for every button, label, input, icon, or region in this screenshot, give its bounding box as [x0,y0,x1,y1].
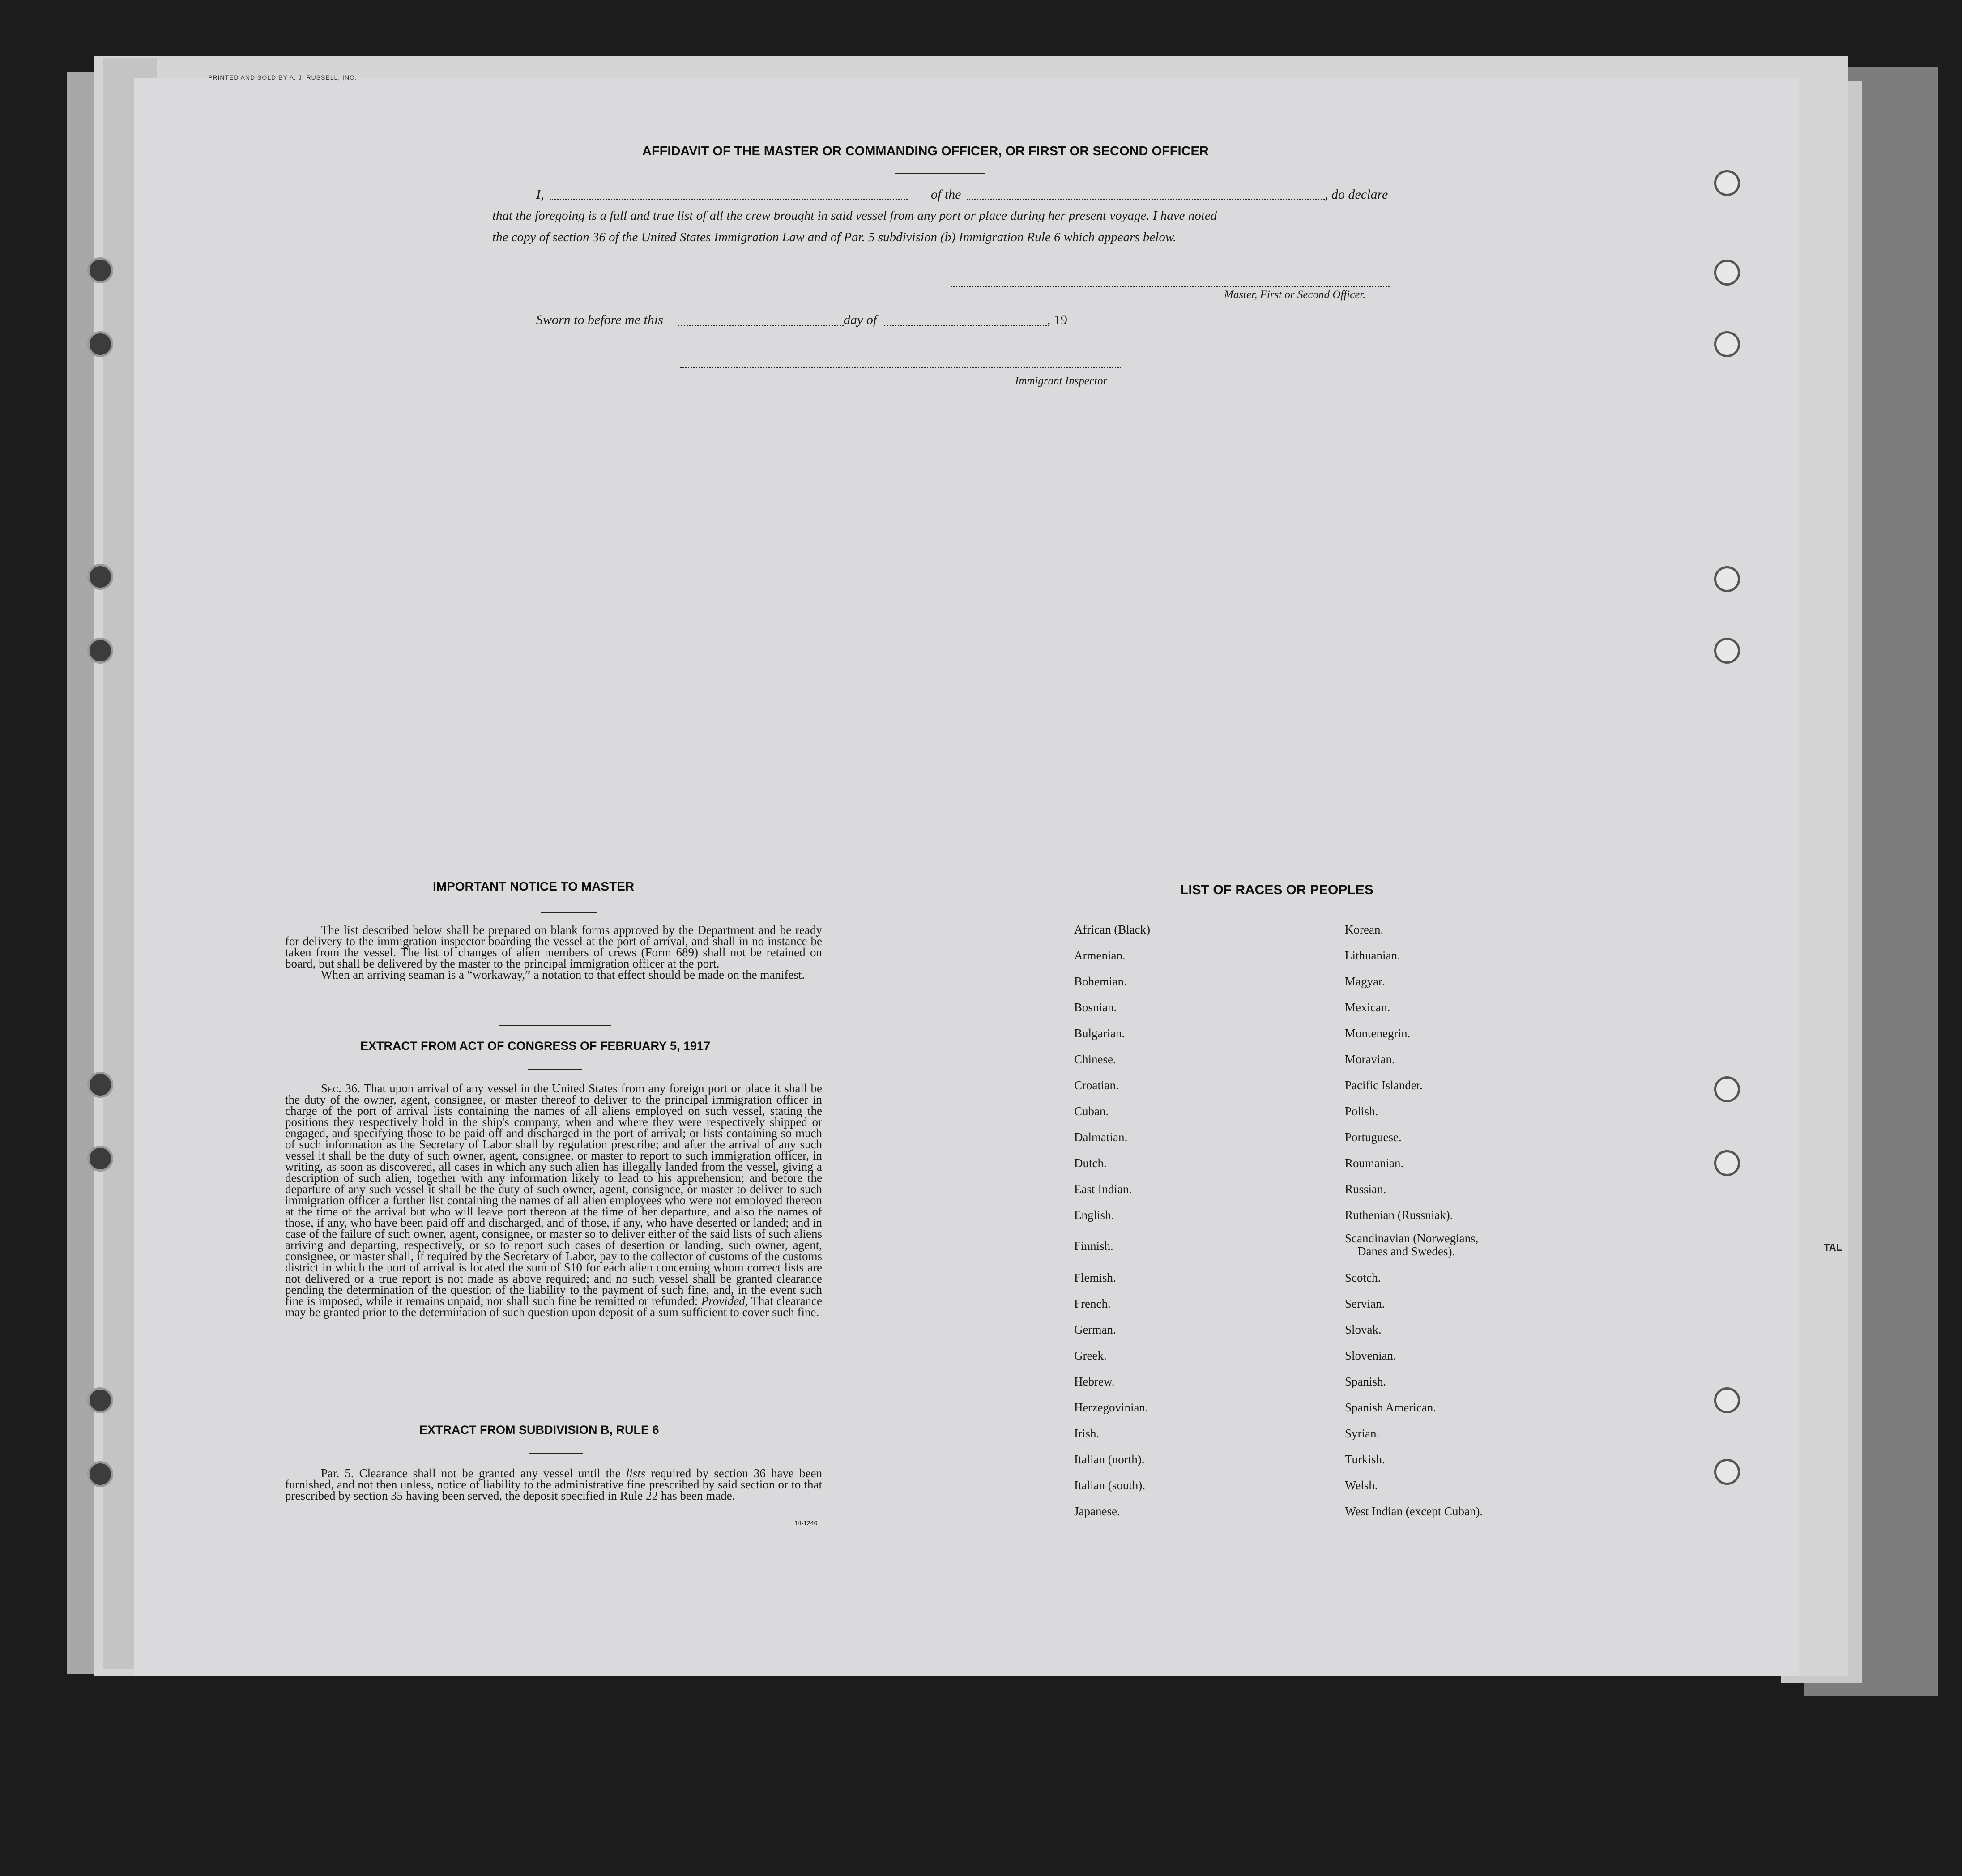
binder-hole [87,1072,113,1098]
races-title: LIST OF RACES OR PEOPLES [1180,883,1373,897]
race-item: Korean. [1345,923,1384,936]
rule-extract-title: EXTRACT FROM SUBDIVISION B, RULE 6 [419,1423,659,1437]
race-item: Slovenian. [1345,1349,1396,1362]
act-extract-title: EXTRACT FROM ACT OF CONGRESS OF FEBRUARY 5, 1917 [360,1039,711,1053]
margin-note: TAL [1824,1242,1843,1253]
form-number: 14-1240 [794,1519,818,1526]
affidavit-line-2: that the foregoing is a full and true list of all the crew brought in said vessel from any port or place during her present voyage. I have noted [492,209,1217,223]
rule-body-a: Par. 5. Clearance shall not be granted any vessel until the [321,1467,621,1480]
race-item: Ruthenian (Russniak). [1345,1208,1453,1222]
race-item: Pacific Islander. [1345,1079,1423,1092]
notice-title: IMPORTANT NOTICE TO MASTER [433,879,635,893]
race-item: Turkish. [1345,1453,1385,1466]
binder-hole [1714,1076,1740,1102]
printer-imprint: PRINTED AND SOLD BY A. J. RUSSELL, INC. [208,74,357,81]
rule-underline [529,1453,583,1454]
race-item: Greek. [1074,1349,1107,1362]
binder-hole [87,331,113,357]
master-caption: Master, First or Second Officer. [1224,289,1366,301]
race-item: Russian. [1345,1182,1386,1196]
race-item: Croatian. [1074,1079,1119,1092]
binder-hole [1714,260,1740,286]
inspector-signature-line [680,367,1121,368]
binder-hole [1714,1459,1740,1485]
sworn-prefix: Sworn to before me this [536,312,663,327]
sworn-year: , 19 [1047,312,1067,327]
race-item: Cuban. [1074,1104,1109,1118]
affidavit-of-the: of the [931,187,961,202]
binder-hole [87,564,113,590]
race-item: German. [1074,1323,1116,1336]
sec-label: Sec. 36. [321,1082,360,1095]
race-item: Spanish. [1345,1375,1386,1388]
lists-word: lists [626,1467,646,1480]
binder-hole [87,1146,113,1172]
binder-hole [87,257,113,283]
race-item: Hebrew. [1074,1375,1115,1388]
race-item: English. [1074,1208,1114,1222]
race-item: Moravian. [1345,1053,1395,1066]
act-body-b: That clearance may be granted prior to the determination of such question upon deposit of a sum sufficient to cover such fine. [285,1294,823,1319]
race-item: Magyar. [1345,975,1385,988]
act-underline [528,1069,582,1070]
race-item: Chinese. [1074,1053,1116,1066]
rule-body-b: required by section 36 have been furnished, and not then unless, notice of liability to the administrative fine prescribed by said section or to that prescribed by section 35 having been served, the deposit specified in Rule 22 has been made. [285,1467,823,1502]
binder-hole [87,1387,113,1413]
affidavit-i: I, [536,187,544,202]
race-item: Syrian. [1345,1427,1380,1440]
binder-hole [1714,638,1740,664]
race-item: Bosnian. [1074,1001,1117,1014]
race-item: Bohemian. [1074,975,1127,988]
race-item: West Indian (except Cuban). [1345,1505,1483,1518]
race-item: African (Black) [1074,923,1151,936]
race-item: Italian (north). [1074,1453,1145,1466]
race-item: Italian (south). [1074,1479,1145,1492]
race-item: French. [1074,1297,1111,1310]
notice-para-2: When an arriving seaman is a “workaway,” a notation to that effect should be made on the manifest. [321,968,805,981]
race-item: Bulgarian. [1074,1027,1125,1040]
race-item: Danes and Swedes). [1357,1245,1455,1258]
master-signature-line [951,286,1390,287]
race-item: Armenian. [1074,949,1126,962]
notice-body [285,925,822,981]
race-item: Japanese. [1074,1505,1120,1518]
binder-hole [1714,1150,1740,1176]
race-item: Roumanian. [1345,1156,1404,1170]
binder-hole [87,638,113,664]
act-body-a: That upon arrival of any vessel in the United States from any foreign port or place it shall be the duty of the owner, agent, consignee, or master thereof to deliver to the principal immigration officer in charge of the port of arrival lists containing the names of all aliens employed on such vessel, stating the positions they respectively hold in the ship's company, when and where they were respectively shipped or engaged, and specifying those to be paid off and discharged in the port of arrival; or lists containing so much of such information as the Secretary of Labor shall by regulation prescribe; and after the arrival of any such vessel it shall be the duty of such owner, agent, consignee, or master to report to such immigration officer, in writing, as soon as discovered, all cases in which any such alien has illegally landed from the vessel, giving a description of such alien, together with any information likely to lead to his apprehension; and before the departure of any such vessel it shall be the duty of such owner, agent, consignee, or master to deliver to such immigration officer a further list containing the names of all alien employees who were not employed thereon at the time of the arrival but who will leave port thereon at the time of her departure, and also the names of those, if any, who have been paid off and discharged, and of those, if any, who have deserted or landed; and in case of the failure of such owner, agent, consignee, or master so to deliver either of the said lists of such aliens arriving and departing, respectively, or so to report such cases of desertion or landing, such owner, agent, consignee, or master shall, if required by the Secretary of Labor, pay to the collector of customs of the customs district in which the port of arrival is located the sum of $10 for each alien concerning whom correct lists are not delivered or a true report is not made as above required; and no such vessel shall be granted clearance pending the determination of the question of the liability to the payment of such fine, and, in the event such fine is imposed, while it remains unpaid; nor shall such fine be remitted or refunded: [285,1082,822,1308]
vessel-blank [967,199,1325,200]
divider [499,1025,611,1026]
sworn-day-blank [678,325,844,326]
race-item: Mexican. [1345,1001,1390,1014]
binder-hole [1714,331,1740,357]
binder-hole [1714,170,1740,196]
race-item: Montenegrin. [1345,1027,1411,1040]
name-blank [550,199,908,200]
race-item: Herzegovinian. [1074,1401,1148,1414]
race-item: Servian. [1345,1297,1385,1310]
race-item: Spanish American. [1345,1401,1436,1414]
race-item: Irish. [1074,1427,1100,1440]
race-item: Scandinavian (Norwegians, [1345,1232,1479,1245]
notice-underline [541,912,597,913]
race-item: Portuguese. [1345,1130,1402,1144]
race-item: Flemish. [1074,1271,1116,1284]
affidavit-title: AFFIDAVIT OF THE MASTER OR COMMANDING OFFICER, OR FIRST OR SECOND OFFICER [642,144,1209,158]
notice-para-1: The list described below shall be prepared on blank forms approved by the Department and be ready for delivery to the immigration inspector boarding the vessel at the port of arrival, and shall in no instance be taken from the vessel. The list of changes of alien members of crews (Form 689) shall not be retained on board, but shall be delivered by the master to the principal immigration officer at the port. [285,923,822,970]
affidavit-do-declare: , do declare [1325,187,1388,202]
binder-hole [1714,566,1740,592]
binder-hole [1714,1387,1740,1413]
sworn-month-blank [884,325,1049,326]
sworn-day-of: day of [844,312,877,327]
act-extract-body [285,1083,822,1318]
race-item: Welsh. [1345,1479,1378,1492]
title-underline [895,173,985,174]
race-item: Dutch. [1074,1156,1107,1170]
affidavit-line-3: the copy of section 36 of the United States Immigration Law and of Par. 5 subdivision (b) Immigration Rule 6 which appears below. [492,230,1177,244]
race-item: Scotch. [1345,1271,1381,1284]
race-item: Slovak. [1345,1323,1382,1336]
race-item: Polish. [1345,1104,1378,1118]
document-page [134,78,1799,1676]
race-item: Dalmatian. [1074,1130,1128,1144]
race-item: Lithuanian. [1345,949,1400,962]
rule-extract-body [285,1468,822,1501]
race-item: Finnish. [1074,1239,1113,1253]
inspector-caption: Immigrant Inspector [1015,375,1108,387]
provided: Provided, [701,1294,748,1308]
race-item: East Indian. [1074,1182,1132,1196]
binder-hole [87,1461,113,1487]
